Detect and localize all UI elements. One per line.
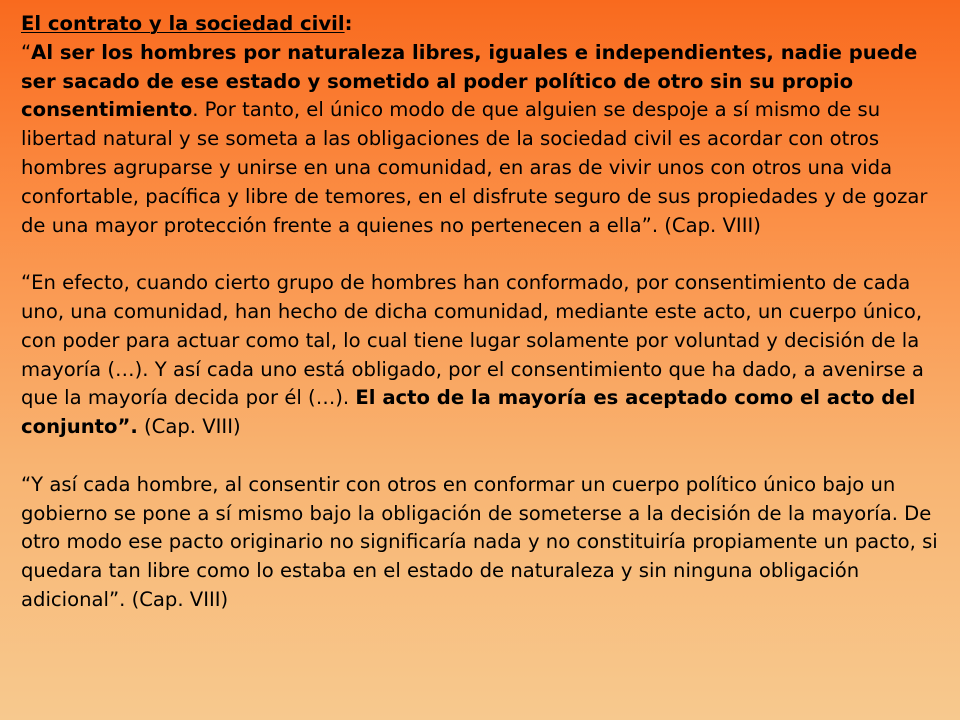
quote-text: “Y así cada hombre, al consentir con otros en conformar un cuerpo político único bajo un gobierno se pone a sí mismo bajo la obligación de someterse a la decisión de la mayoría. De otro modo ese pacto originario no significaría nada y no constituiría propiamente un pacto, si quedara tan libre como lo estaba en el estado de naturaleza y sin ninguna obligación adicional”. (Cap. VIII) xyxy=(21,472,938,611)
quote-paragraph-2 xyxy=(21,269,945,442)
section-heading: El contrato y la sociedad civil xyxy=(21,12,345,35)
quote-text: . Por tanto, el único modo de que alguien se despoje a sí mismo de su libertad natural y se someta a las obligaciones de la sociedad civil es acordar con otros hombres agruparse y unirse en una comunidad, en aras de vivir unos con otros una vida confortable, pacífica y libre de temores, en el disfrute seguro de sus propiedades y de gozar de una mayor protección frente a quienes no pertenecen a ella”. (Cap. VIII) xyxy=(21,98,928,237)
quote-text: “En efecto, cuando cierto grupo de hombres han conformado, por consentimiento de cada uno, una comunidad, han hecho de dicha comunidad, mediante este acto, un cuerpo único, con poder para actuar como tal, lo cual tiene lugar solamente por voluntad y decisión de la mayoría (…). Y así cada uno está obligado, por el consentimiento que ha dado, a avenirse a que la mayoría decida por él (…). xyxy=(21,271,924,410)
heading-colon: : xyxy=(344,12,353,35)
paragraph-spacer xyxy=(21,442,945,471)
citation-text: (Cap. VIII) xyxy=(137,415,241,439)
heading-line xyxy=(21,10,945,39)
bold-quote-text: Al ser los hombres por naturaleza libres, iguales e independientes, nadie puede ser sacado de ese estado y sometido al poder político de otro sin su propio consentimiento xyxy=(21,40,918,122)
bold-quote-text: El acto de la mayoría es aceptado como el acto del conjunto”. xyxy=(21,386,916,439)
slide-content xyxy=(21,10,945,615)
quote-paragraph-3 xyxy=(21,471,945,615)
open-quote: “ xyxy=(21,40,32,64)
paragraph-spacer xyxy=(21,240,945,269)
quote-paragraph-1 xyxy=(21,39,945,241)
